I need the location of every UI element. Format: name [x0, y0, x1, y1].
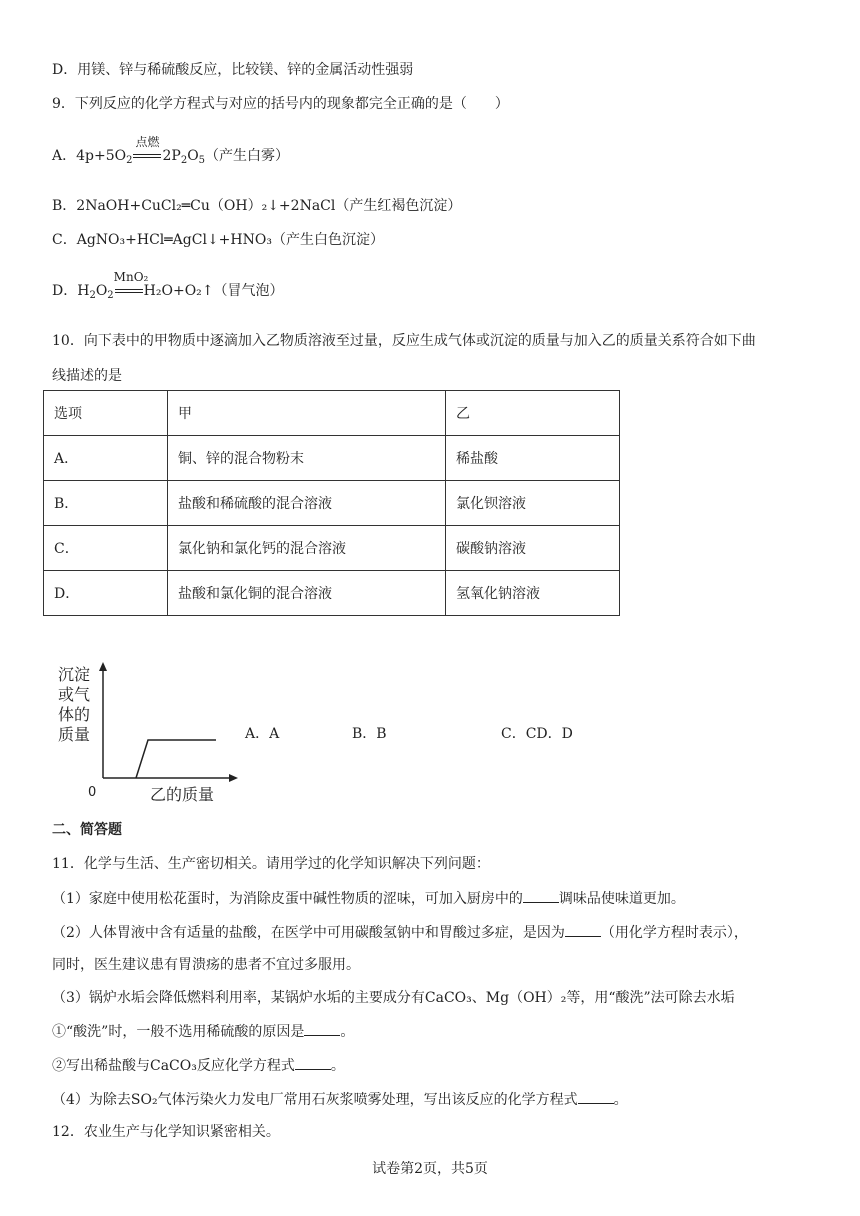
graph-ylabel: 体的 [58, 705, 91, 724]
answer-blank [523, 888, 559, 903]
q10-option-a: A．A [245, 726, 280, 742]
table-cell: D． [44, 571, 168, 616]
q9-option-a: A．$4p+5O_2$ 点燃 $2P_2O_5$（产生白雾） [52, 146, 289, 171]
graph-x-arrow-icon [229, 774, 238, 782]
q10-option-cd: C．CD．D [501, 726, 573, 742]
page-footer: 试卷第2页，共5页 [372, 1161, 488, 1177]
answer-blank [304, 1021, 340, 1036]
q11-part2: （2）人体胃液中含有适量的盐酸，在医学中可用碳酸氢钠中和胃酸过多症，是因为 （用化学方程时表示）， [52, 922, 748, 943]
graph-ylabel: 或气 [58, 685, 91, 704]
table-cell: 碳酸钠溶液 [446, 526, 620, 571]
table-cell: 氢氧化钠溶液 [446, 571, 620, 616]
graph-xlabel: 乙的质量 [150, 785, 215, 804]
q9-d-condition: MnO₂ [113, 270, 149, 284]
table-header-cell: 乙 [446, 391, 620, 436]
table-cell: C． [44, 526, 168, 571]
q10-curve-graph [50, 658, 250, 808]
q9-stem: 9．下列反应的化学方程式与对应的括号内的现象都完全正确的是（ ） [52, 96, 509, 112]
q10-option-b: B．B [352, 726, 387, 742]
q11-part4: （4）为除去SO₂气体污染火力发电厂常用石灰浆喷雾处理，写出该反应的化学方程式 。 [52, 1089, 628, 1110]
table-header-cell: 选项 [44, 391, 168, 436]
q11-part3-sub1: ①“酸洗”时，一般不选用稀硫酸的原因是 。 [52, 1021, 354, 1042]
q10-stem-line2: 线描述的是 [52, 368, 122, 384]
graph-origin: 0 [88, 785, 97, 800]
table-cell: 盐酸和稀硫酸的混合溶液 [168, 481, 446, 526]
q9-option-d: D．$H_2O_2$ MnO₂ H₂O+O₂↑（冒气泡） [52, 281, 284, 306]
q9-option-b: B．2NaOH+CuCl₂═Cu（OH）₂↓+2NaCl（产生红褐色沉淀） [52, 198, 462, 214]
table-header-cell: 甲 [168, 391, 446, 436]
table-cell: 氯化钡溶液 [446, 481, 620, 526]
q11-stem: 11．化学与生活、生产密切相关。请用学过的化学知识解决下列问题： [52, 856, 490, 872]
table-row [44, 436, 620, 481]
q10-table [43, 390, 620, 616]
q11-part3-sub2: ②写出稀盐酸与CaCO₃反应化学方程式 。 [52, 1055, 345, 1076]
table-row [44, 526, 620, 571]
graph-y-arrow-icon [99, 662, 107, 671]
table-cell: 铜、锌的混合物粉末 [168, 436, 446, 481]
table-row [44, 571, 620, 616]
table-cell: 氯化钠和氯化钙的混合溶液 [168, 526, 446, 571]
graph-ylabel: 沉淀 [58, 665, 91, 684]
graph-curve [136, 740, 216, 778]
q8-option-d: D．用镁、锌与稀硫酸反应，比较镁、锌的金属活动性强弱 [52, 62, 414, 78]
table-cell: 盐酸和氯化铜的混合溶液 [168, 571, 446, 616]
answer-blank [565, 922, 601, 937]
q10-stem-line1: 10．向下表中的甲物质中逐滴加入乙物质溶液至过量，反应生成气体或沉淀的质量与加入乙的质量关系符合如下曲 [52, 333, 756, 349]
section-heading: 二、简答题 [52, 822, 122, 838]
q11-part3: （3）锅炉水垢会降低燃料利用率，某锅炉水垢的主要成分有CaCO₃、Mg（OH）₂等，用“酸洗”法可除去水垢 [52, 990, 735, 1006]
table-header-row [44, 391, 620, 436]
table-row [44, 481, 620, 526]
q9-a-condition: 点燃 [135, 135, 160, 149]
answer-blank [578, 1089, 614, 1104]
answer-blank [295, 1055, 331, 1070]
q12-stem: 12．农业生产与化学知识紧密相关。 [52, 1124, 280, 1140]
q11-part1: （1）家庭中使用松花蛋时，为消除皮蛋中碱性物质的涩味，可加入厨房中的 调味品使味道更加。 [52, 888, 685, 909]
q9-option-c: C．AgNO₃+HCl═AgCl↓+HNO₃（产生白色沉淀） [52, 232, 384, 248]
graph-ylabel: 质量 [58, 725, 91, 744]
table-cell: 稀盐酸 [446, 436, 620, 481]
table-cell: A． [44, 436, 168, 481]
q11-part2-cont: 同时，医生建议患有胃溃疡的患者不宜过多服用。 [52, 957, 360, 973]
table-cell: B． [44, 481, 168, 526]
